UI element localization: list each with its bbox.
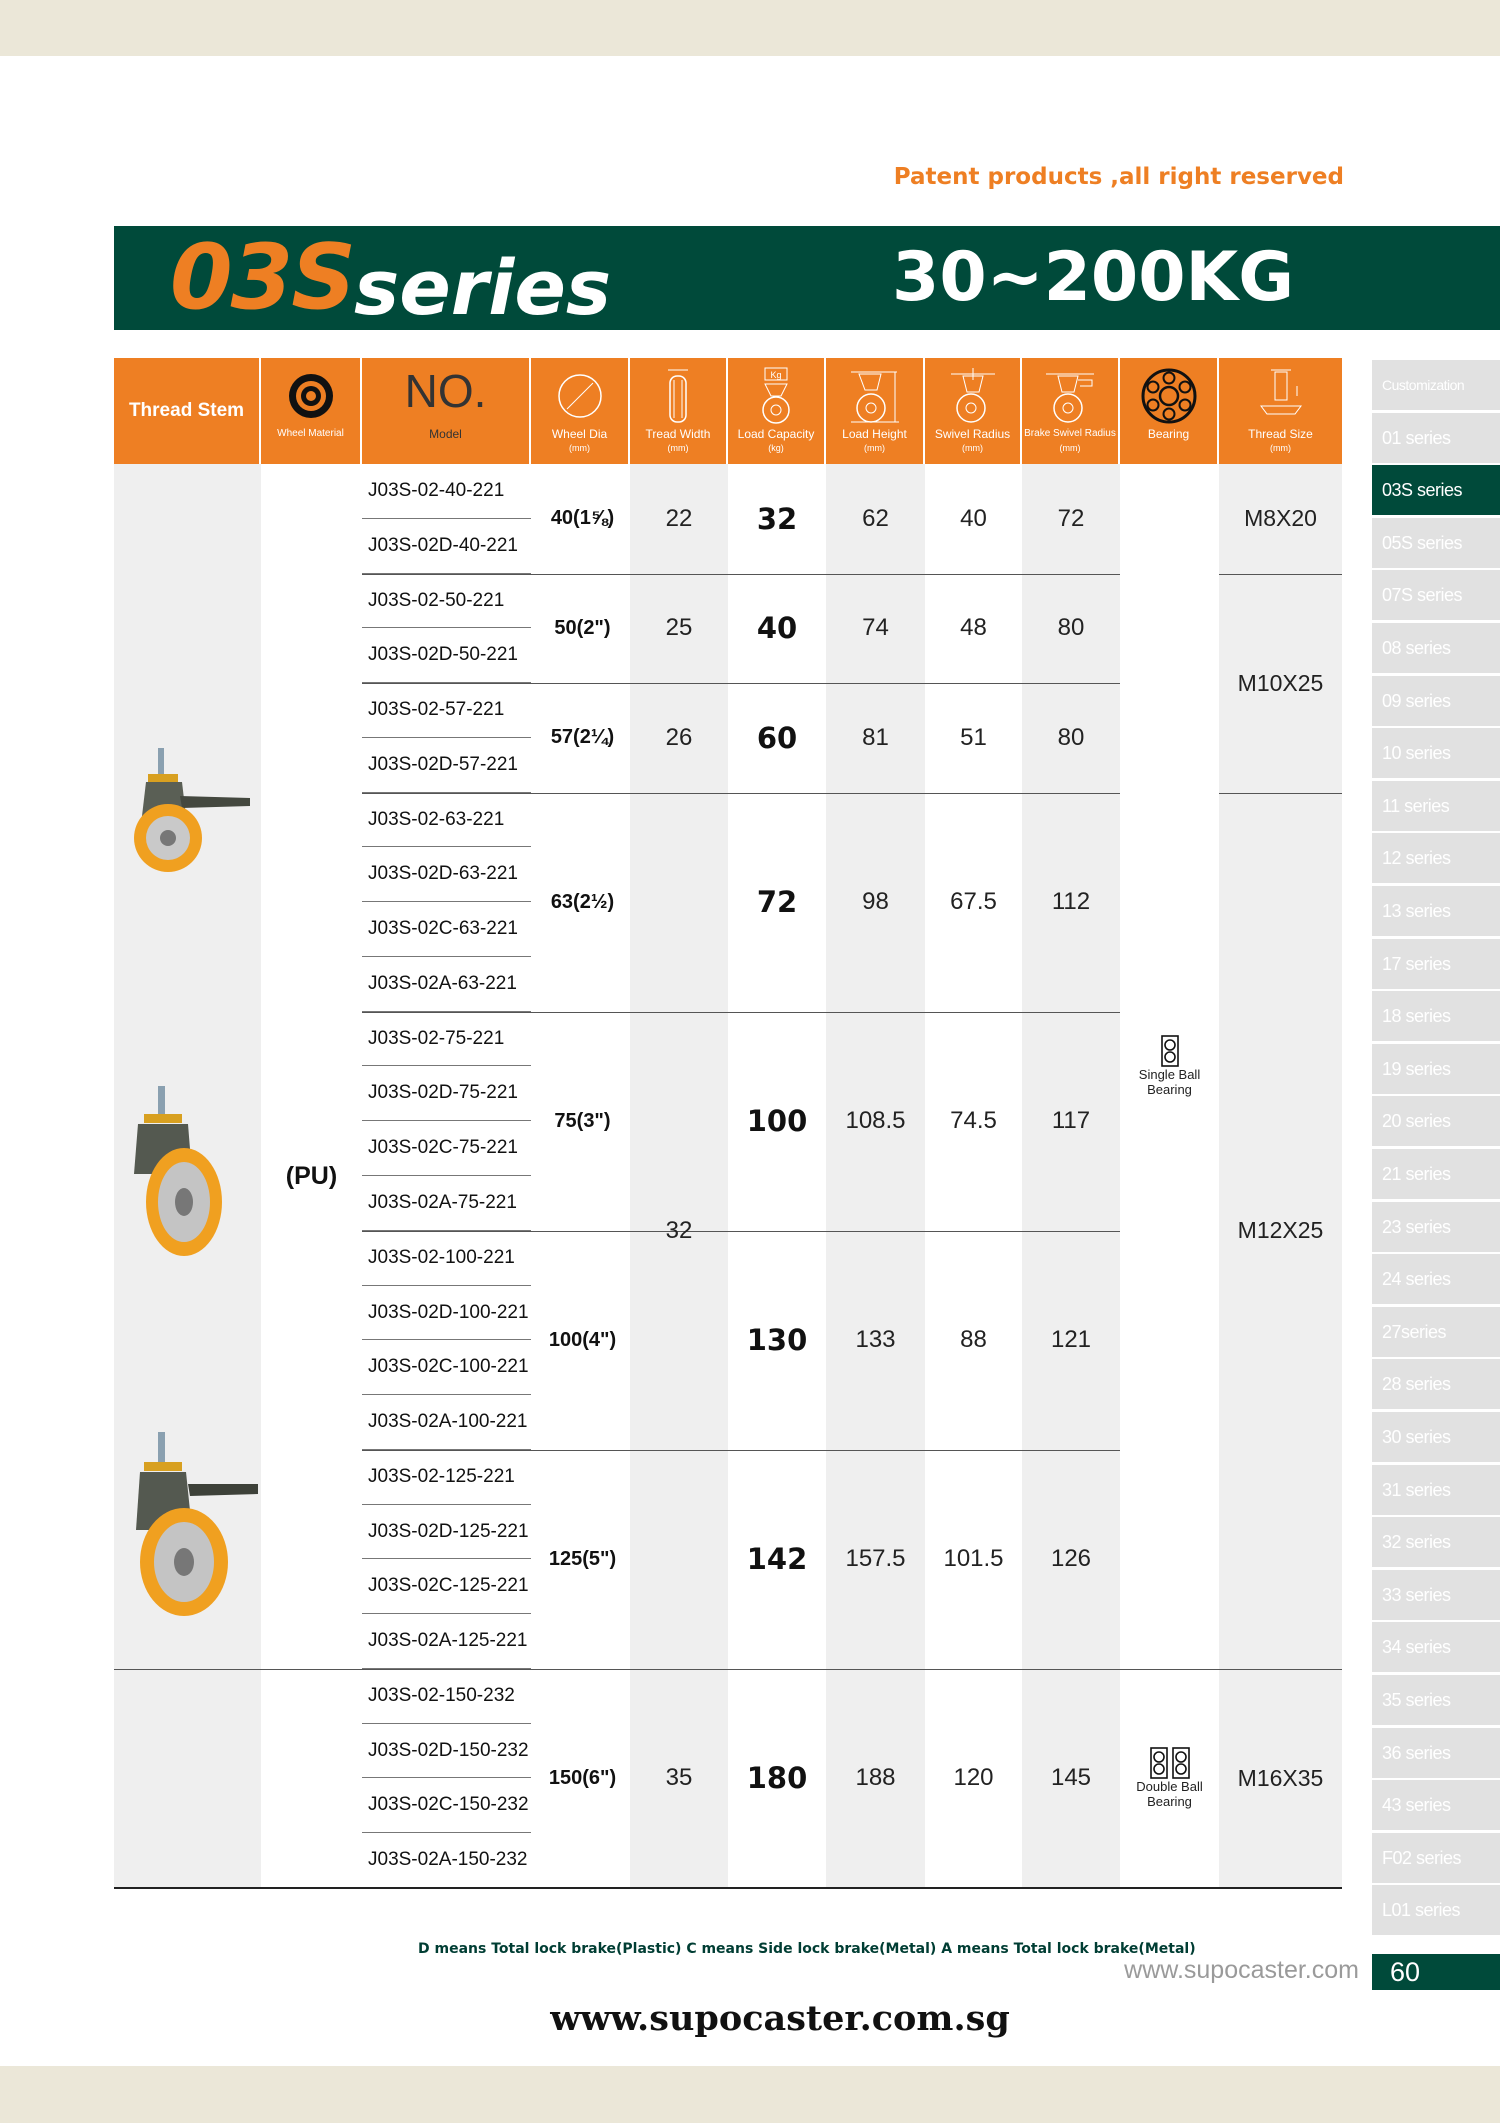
model-cell: J03S-02D-75-221 bbox=[362, 1066, 531, 1121]
bearing-cell bbox=[1120, 464, 1219, 1669]
sidebar-item-series[interactable]: 35 series bbox=[1372, 1675, 1500, 1725]
sidebar-item-series[interactable]: 19 series bbox=[1372, 1044, 1500, 1094]
website-gray[interactable]: www.supocaster.com bbox=[1124, 1956, 1359, 1984]
swivel-radius-label: Swivel Radius bbox=[934, 427, 1011, 441]
bottom-band bbox=[0, 2066, 1500, 2123]
tread-width-cell: 35 bbox=[665, 1764, 693, 1792]
brake-swivel-cell: 112 bbox=[1051, 888, 1091, 916]
model-cell: J03S-02C-63-221 bbox=[362, 902, 531, 957]
single-ball-bearing-icon bbox=[1159, 1035, 1181, 1067]
swivel-radius-cell: 40 bbox=[960, 504, 987, 532]
wheel-dia-cell: 63(2½) bbox=[550, 890, 615, 913]
thread-size-cell: M8X20 bbox=[1244, 505, 1317, 532]
series-code: 03S bbox=[170, 225, 355, 330]
header-bearing bbox=[1120, 358, 1219, 464]
thread-size-cell: M16X35 bbox=[1237, 1764, 1324, 1791]
sidebar-item-series[interactable]: 05S series bbox=[1372, 518, 1500, 568]
brake-swivel-cell: 126 bbox=[1050, 1545, 1092, 1573]
wheel-dia-icon bbox=[531, 364, 628, 428]
wheel-dia-cell: 100(4") bbox=[548, 1328, 617, 1351]
wheel-material-icon bbox=[261, 364, 360, 428]
header-brake-swivel-radius bbox=[1022, 358, 1120, 464]
load-height-cell: 62 bbox=[862, 504, 889, 532]
load-height-cell: 188 bbox=[855, 1764, 896, 1792]
model-cell: J03S-02D-40-221 bbox=[362, 519, 531, 574]
header-wheel-dia bbox=[531, 358, 630, 464]
series-title-bar bbox=[114, 226, 1500, 330]
swivel-radius-icon bbox=[925, 364, 1020, 428]
model-cell: J03S-02C-125-221 bbox=[362, 1559, 531, 1614]
brake-swivel-icon bbox=[1022, 364, 1118, 428]
wheel-dia-cell: 57(2¼) bbox=[550, 726, 615, 749]
bearing-type-label: Bearing bbox=[1147, 1794, 1192, 1810]
sidebar-item-series[interactable]: Customization bbox=[1372, 360, 1500, 410]
sidebar-item-series[interactable]: 01 series bbox=[1372, 413, 1500, 463]
load-height-cell: 133 bbox=[855, 1326, 896, 1354]
swivel-radius-cell: 67.5 bbox=[950, 888, 997, 916]
load-capacity-cell: 100 bbox=[746, 1104, 808, 1139]
table-header bbox=[114, 358, 1342, 464]
thread-stem-label: Thread Stem bbox=[128, 400, 245, 421]
swivel-radius-cell: 88 bbox=[960, 1326, 987, 1354]
model-cell: J03S-02-40-221 bbox=[362, 464, 531, 519]
wheel-dia-cell: 75(3") bbox=[554, 1109, 611, 1132]
model-cell: J03S-02-50-221 bbox=[362, 574, 531, 629]
brake-swivel-cell: 117 bbox=[1051, 1107, 1091, 1135]
unit-label: (mm) bbox=[1270, 443, 1291, 453]
header-thread-stem bbox=[114, 358, 261, 464]
unit-label: (mm) bbox=[667, 443, 689, 453]
brake-swivel-cell: 80 bbox=[1057, 614, 1085, 642]
sidebar-item-series[interactable]: 13 series bbox=[1372, 886, 1500, 936]
load-height-cell: 74 bbox=[862, 614, 889, 642]
unit-label: (mm) bbox=[864, 443, 885, 453]
wheel-dia-cell: 50(2") bbox=[554, 616, 611, 639]
model-cell: J03S-02C-150-232 bbox=[362, 1778, 531, 1833]
load-range: 30~200KG bbox=[892, 238, 1295, 317]
swivel-radius-cell: 101.5 bbox=[943, 1545, 1004, 1573]
model-cell: J03S-02-57-221 bbox=[362, 683, 531, 738]
load-height-icon bbox=[826, 364, 923, 428]
load-capacity-cell: 180 bbox=[746, 1761, 808, 1796]
sidebar-item-series[interactable]: 30 series bbox=[1372, 1412, 1500, 1462]
sidebar-item-series[interactable]: 09 series bbox=[1372, 676, 1500, 726]
load-height-cell: 157.5 bbox=[845, 1545, 906, 1573]
bearing-divider bbox=[1120, 1669, 1342, 1670]
load-height-label: Load Height bbox=[842, 427, 907, 441]
model-cell: J03S-02-100-221 bbox=[362, 1231, 531, 1286]
load-height-cell: 81 bbox=[862, 723, 889, 751]
tread-width-cell: 32 bbox=[665, 1216, 693, 1244]
sidebar-item-series[interactable]: F02 series bbox=[1372, 1833, 1500, 1883]
patent-note: Patent products ,all right reserved bbox=[893, 164, 1344, 190]
brake-swivel-cell: 121 bbox=[1050, 1326, 1092, 1354]
model-cell: J03S-02D-57-221 bbox=[362, 738, 531, 793]
unit-label: (kg) bbox=[768, 443, 784, 453]
wheel-dia-label: Wheel Dia bbox=[551, 427, 608, 441]
wheel-material-label: Wheel Material bbox=[277, 428, 344, 439]
sidebar-item-series[interactable]: 12 series bbox=[1372, 833, 1500, 883]
swivel-radius-cell: 120 bbox=[953, 1764, 994, 1792]
wheel-dia-cell: 125(5") bbox=[548, 1547, 617, 1570]
sidebar-item-series[interactable]: 11 series bbox=[1372, 781, 1500, 831]
brake-legend-note: D means Total lock brake(Plastic) C means Side lock brake(Metal) A means Total lock brake(Metal) bbox=[418, 1941, 1196, 1957]
sidebar-item-series[interactable]: 21 series bbox=[1372, 1149, 1500, 1199]
sidebar-item-series[interactable]: 31 series bbox=[1372, 1465, 1500, 1515]
no-label: NO. bbox=[404, 365, 487, 417]
group-divider-left bbox=[114, 1669, 362, 1670]
model-cell: J03S-02D-100-221 bbox=[362, 1286, 531, 1341]
unit-label: (mm) bbox=[962, 443, 983, 453]
thread-size-label: Thread Size bbox=[1248, 427, 1313, 441]
brake-swivel-radius-label: Brake Swivel Radius bbox=[1024, 428, 1116, 439]
website-main[interactable]: www.supocaster.com.sg bbox=[550, 1998, 1010, 2039]
load-capacity-cell: 32 bbox=[756, 501, 798, 536]
model-cell: J03S-02D-50-221 bbox=[362, 628, 531, 683]
sidebar-item-series[interactable]: 43 series bbox=[1372, 1780, 1500, 1830]
sidebar-item-series[interactable]: 34 series bbox=[1372, 1622, 1500, 1672]
brake-swivel-cell: 145 bbox=[1050, 1764, 1092, 1792]
brake-swivel-cell: 80 bbox=[1057, 723, 1085, 751]
model-cell: J03S-02A-75-221 bbox=[362, 1176, 531, 1231]
model-cell: J03S-02D-125-221 bbox=[362, 1505, 531, 1560]
header-load-height bbox=[826, 358, 925, 464]
sidebar-item-series[interactable]: L01 series bbox=[1372, 1885, 1500, 1935]
thread-size-cell: M12X25 bbox=[1237, 1217, 1324, 1244]
load-capacity-cell: 72 bbox=[756, 885, 798, 920]
header-tread-width bbox=[630, 358, 728, 464]
header-model bbox=[362, 358, 531, 464]
sidebar-item-series[interactable]: 23 series bbox=[1372, 1202, 1500, 1252]
table-body bbox=[114, 464, 1342, 1888]
model-cell: J03S-02A-125-221 bbox=[362, 1614, 531, 1669]
tread-width-label: Tread Width bbox=[645, 427, 711, 441]
thread-size-cell: M10X25 bbox=[1237, 669, 1324, 696]
sidebar-item-series[interactable]: 07S series bbox=[1372, 570, 1500, 620]
series-word: series bbox=[354, 243, 612, 332]
sidebar-item-series[interactable]: 17 series bbox=[1372, 939, 1500, 989]
load-capacity-cell: 142 bbox=[746, 1542, 808, 1577]
sidebar-item-series[interactable]: 03S series bbox=[1372, 465, 1500, 515]
load-height-cell: 108.5 bbox=[845, 1107, 906, 1135]
model-cell: J03S-02A-150-232 bbox=[362, 1833, 531, 1888]
load-height-cell: 98 bbox=[862, 888, 889, 916]
model-cell: J03S-02D-150-232 bbox=[362, 1724, 531, 1779]
header-swivel-radius bbox=[925, 358, 1022, 464]
unit-label: (mm) bbox=[1059, 443, 1081, 453]
double-ball-bearing-icon bbox=[1148, 1747, 1192, 1779]
tread-width-icon bbox=[630, 364, 726, 428]
sidebar-item-series[interactable]: 08 series bbox=[1372, 623, 1500, 673]
model-cell: J03S-02-150-232 bbox=[362, 1669, 531, 1724]
load-capacity-icon bbox=[728, 364, 824, 428]
sidebar-item-series[interactable]: 33 series bbox=[1372, 1570, 1500, 1620]
tread-width-cell: 22 bbox=[665, 504, 693, 532]
model-cell: J03S-02A-100-221 bbox=[362, 1395, 531, 1450]
swivel-radius-cell: 48 bbox=[960, 614, 987, 642]
page-number: 60 bbox=[1372, 1954, 1500, 1990]
tread-width-cell: 26 bbox=[665, 723, 693, 751]
sidebar-item-series[interactable]: 10 series bbox=[1372, 728, 1500, 778]
model-cell: J03S-02-125-221 bbox=[362, 1450, 531, 1505]
kg-icon-label: Kg bbox=[770, 370, 782, 380]
model-label: Model bbox=[429, 427, 462, 441]
unit-label: (mm) bbox=[569, 443, 590, 453]
model-cell: J03S-02A-63-221 bbox=[362, 957, 531, 1012]
caster-image-total-brake bbox=[120, 1430, 270, 1625]
thread-size-icon bbox=[1219, 364, 1342, 428]
table-bottom-rule bbox=[114, 1887, 1342, 1889]
bearing-type-label: Bearing bbox=[1147, 1082, 1192, 1098]
sidebar-item-series[interactable]: 27series bbox=[1372, 1307, 1500, 1357]
model-cell: J03S-02C-100-221 bbox=[362, 1340, 531, 1395]
sidebar-item-series[interactable]: 36 series bbox=[1372, 1728, 1500, 1778]
wheel-dia-cell: 150(6") bbox=[548, 1766, 617, 1789]
wheel-material-value: (PU) bbox=[285, 1161, 338, 1190]
tread-width-cell: 25 bbox=[665, 614, 693, 642]
model-cell: J03S-02-63-221 bbox=[362, 793, 531, 848]
model-cell: J03S-02D-63-221 bbox=[362, 847, 531, 902]
header-thread-size bbox=[1219, 358, 1342, 464]
bearing-icon bbox=[1120, 364, 1217, 428]
sidebar-item-series[interactable]: 24 series bbox=[1372, 1254, 1500, 1304]
load-capacity-cell: 60 bbox=[756, 720, 798, 755]
caster-image-swivel bbox=[122, 1084, 252, 1269]
header-load-capacity bbox=[728, 358, 826, 464]
model-cell: J03S-02C-75-221 bbox=[362, 1121, 531, 1176]
bearing-cell bbox=[1120, 1669, 1219, 1888]
load-capacity-label: Load Capacity bbox=[737, 427, 815, 441]
bearing-type-label: Double Ball bbox=[1136, 1779, 1203, 1795]
sidebar-item-series[interactable]: 28 series bbox=[1372, 1359, 1500, 1409]
bearing-type-label: Single Ball bbox=[1138, 1067, 1201, 1083]
load-capacity-cell: 130 bbox=[746, 1323, 808, 1358]
bearing-label: Bearing bbox=[1147, 427, 1190, 441]
header-wheel-material bbox=[261, 358, 362, 464]
caster-image-brake bbox=[120, 746, 260, 881]
wheel-dia-cell: 40(1⅝) bbox=[550, 507, 615, 530]
top-band bbox=[0, 0, 1500, 56]
model-cell: J03S-02-75-221 bbox=[362, 1012, 531, 1067]
swivel-radius-cell: 51 bbox=[960, 723, 987, 751]
swivel-radius-cell: 74.5 bbox=[950, 1107, 997, 1135]
sidebar-item-series[interactable]: 20 series bbox=[1372, 1096, 1500, 1146]
sidebar-item-series[interactable]: 18 series bbox=[1372, 991, 1500, 1041]
sidebar-item-series[interactable]: 32 series bbox=[1372, 1517, 1500, 1567]
load-capacity-cell: 40 bbox=[756, 611, 798, 646]
brake-swivel-cell: 72 bbox=[1057, 504, 1085, 532]
